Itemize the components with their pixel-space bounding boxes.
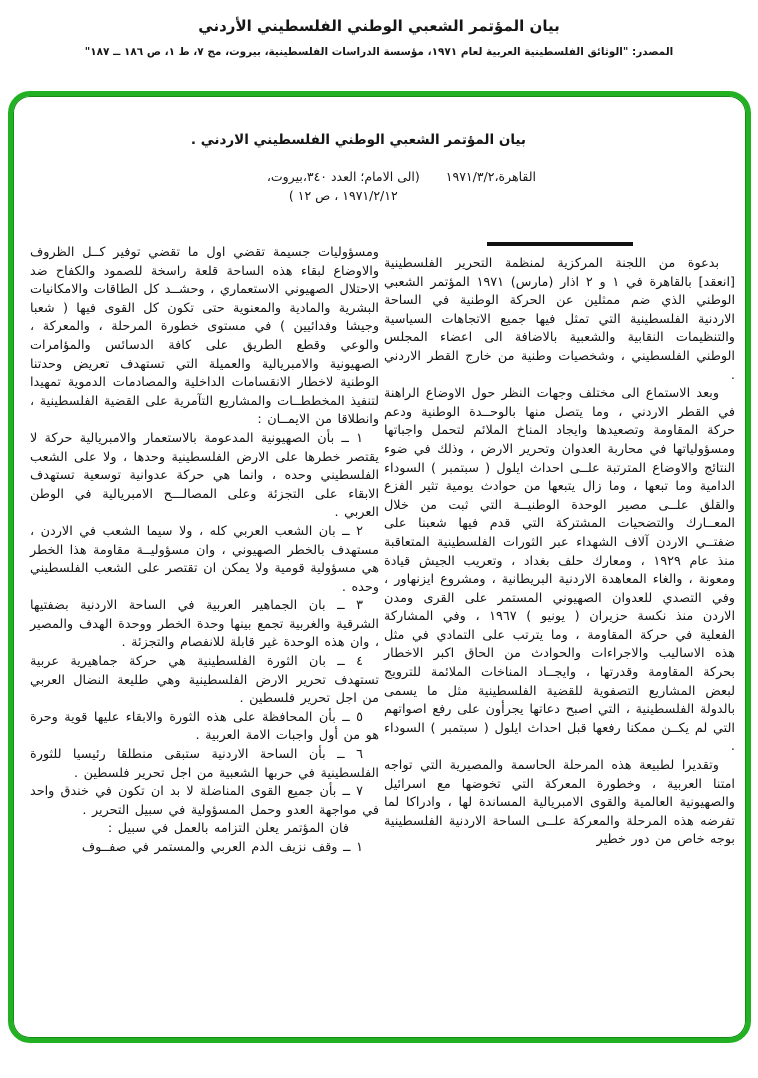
numbered-item: ١ ــ وقف نزيف الدم العربي والمستمر في صفــوف — [81, 840, 363, 855]
document-citation — [267, 169, 536, 203]
section-divider-rule — [487, 242, 633, 246]
document-green-border-box — [8, 91, 751, 1043]
citation-publication — [267, 169, 420, 203]
paragraph: وتقديرا لطبيعة هذه المرحلة الحاسمة والمصيرية التي تواجه امتنا العربية ، وخطورة المعركة التي تخوضها مع اسرائيل والصهيونية العالمية والقوى الامبريالية المساندة لها ، وادراكا لما تفرضه هذه المرحلة والمعركة علــى الساحة الاردنية الفلسطينية بوجه خاص من دور خطير — [384, 758, 735, 848]
numbered-item: ٣ ــ بان الجماهير العربية في الساحة الاردنية بضفتيها الشرقية والغربية تجمع بينها وحدة الخطر ووحدة الهدف والمصير ، وان هذه الوحدة غير قابلة للانفصام والتجزئة . — [30, 598, 379, 651]
document-title: بيان المؤتمر الشعبي الوطني الفلسطيني الاردني . — [190, 132, 526, 148]
page-title: بيان المؤتمر الشعبي الوطني الفلسطيني الأردني — [198, 17, 560, 35]
source-citation-line: المصدر: "الوثائق الفلسطينية العربية لعام ١٩٧١، مؤسسة الدراسات الفلسطينية، بيروت، مج ٧، ط ١، ص ١٨٦ ــ ١٨٧" — [84, 46, 674, 58]
numbered-item: ٤ ــ بان الثورة الفلسطينية هي حركة جماهيرية عربية تستهدف تحرير الارض الفلسطينية وهي طليعة النضال العربي من اجل تحرير فلسطين . — [30, 654, 379, 707]
numbered-item: ٧ ــ بأن جميع القوى المناضلة لا بد ان تكون في خندق واحد في مواجهة العدو وحمل المسؤولية في سبيل التحرير . — [30, 784, 379, 818]
paragraph: وبعد الاستماع الى مختلف وجهات النظر حول الاوضاع الراهنة في القطر الاردني ، وما يتصل منها بالوحــدة الوطنية ودعم حركة المقاومة وتصعيدها وايجاد المناخ الملائم لتحمل واجباتها ومسؤولياتها في محاربة العدوان وتحرير الارض ، وذلك في ضوء النتائج والاوضاع المترتبة علــى احداث ايلول ( سبتمبر ) السوداء الدامية وما تبعها ، وما زال يتبعها من حوادث يومية تثير الفزع والقلق علــى مصير الوحدة الوطنيــة التي ثبت من خلال المعــارك والتضحيات المشتركة التي قدم فيها شعبنا على ضفتــي الاردن آلاف الشهداء عبر الثورات الفلسطينية المتعاقبة منذ عام ١٩٢٩ ، ومعارك حلف بغداد ، وتعريب الجيش قيادة ومعونة ، والغاء المعاهدة الاردنية البريطانية ، ومشروع ايزنهاور ، وفي التصدي للعدوان الصهيوني المستمر على القرى ومدن الاردن منذ نكسة حزيران ( يونيو ) ١٩٦٧ ، وفي المشاركة الفعلية في حركة المقاومة ، وما يترتب على التمادي في مثل هذه الاساليب والاجراءات والحوادث من الحاق اكبر الاخطار بحركة المقاومة وقدرتها ، وايجــاد المناخات الملائمة للترويج لبعض المشاريع التصفوية للقضية الفلسطينية مثل ما يسمى بالدولة الفلسطينية ، التي اصبح دعاتها يجرأون على رفع اصواتهم التي لم يكــن ممكنا رفعها قبل احداث ايلول ( سبتمبر ) السوداء . — [384, 386, 735, 755]
numbered-item: ٢ ــ بان الشعب العربي كله ، ولا سيما الشعب في الاردن ، مستهدف بالخطر الصهيوني ، وان مسؤوليــة مقاومة هذا الخطر هي مسؤولية قومية ولا يمكن ان تقتصر على الشعب الفلسطيني وحده . — [30, 523, 379, 595]
paragraph: ومسؤوليات جسيمة تقضي اول ما تقضي توفير كــل الظروف والاوضاع لبقاء هذه الساحة قلعة راسخة للصمود والكفاح ضد الاحتلال الصهيوني الاستعماري ، وحشــد كل الطاقات والامكانيات البشرية والمادية والمعنوية حتى تكون كل القوى فيها ( شعبا وجيشا وفدائيين ) في مستوى خطورة المرحلة ، والمعركة ، والوعي وقطع الطريق على كافة الدسائس والمؤامرات الصهيونية والامبريالية والعميلة التي تستهدف تعريض وحدتنا الوطنية لاخطار الانقسامات الداخلية والمصادمات الدموية تمهيدا لتنفيذ المخططــات والمشاريع التآمرية على القضية الفلسطينية ، وانطلاقا من الايمــان : — [30, 245, 379, 428]
text-column-right — [384, 242, 735, 850]
text-column-left — [30, 244, 379, 858]
paragraph: فان المؤتمر يعلن التزامه بالعمل في سبيل : — [107, 821, 349, 837]
citation-place-date: القاهرة،١٩٧١/٣/٢ — [445, 169, 536, 184]
numbered-item: ٦ ــ بأن الساحة الاردنية ستبقى منطلقا رئيسيا للثورة الفلسطينية في حربها الشعبية من اجل تحرير فلسطين . — [30, 747, 379, 781]
citation-publication-line2: ١٩٧١/٢/١٢ ، ص ١٢ ) — [288, 188, 398, 203]
citation-publication-line1: (الى الامام؛ العدد ٣٤٠،بيروت، — [266, 169, 420, 184]
paragraph: بدعوة من اللجنة المركزية لمنظمة التحرير الفلسطينية [انعقد] بالقاهرة في ١ و ٢ اذار (مارس) ١٩٧١ المؤتمر الشعبي الوطني الذي ضم ممثلين عن الحركة الوطنية في الساحة الاردنية الفلسطينية التي تمثل فيها جميع الاتجاهات السياسية والتنظيمات النقابية والشعبية بالاضافة الى اعضاء المجلس الوطني الفلسطيني ، وشخصيات وطنية من خارج القطر الاردني . — [384, 256, 735, 383]
numbered-item: ١ ــ بأن الصهيونية المدعومة بالاستعمار والامبريالية حركة لا يقتصر خطرها على الارض الفلسطينية وحدها ، ولا على الشعب الفلسطيني وحده ، وانما هي حركة عدوانية توسعية تستهدف الابقاء على التجزئة وعلى المصالـــح الامبريالية في الوطن العربي . — [30, 430, 379, 521]
numbered-item: ٥ ــ بأن المحافظة على هذه الثورة والابقاء عليها قوية وحرة هو من أول واجبات الامة العربية . — [30, 709, 379, 744]
